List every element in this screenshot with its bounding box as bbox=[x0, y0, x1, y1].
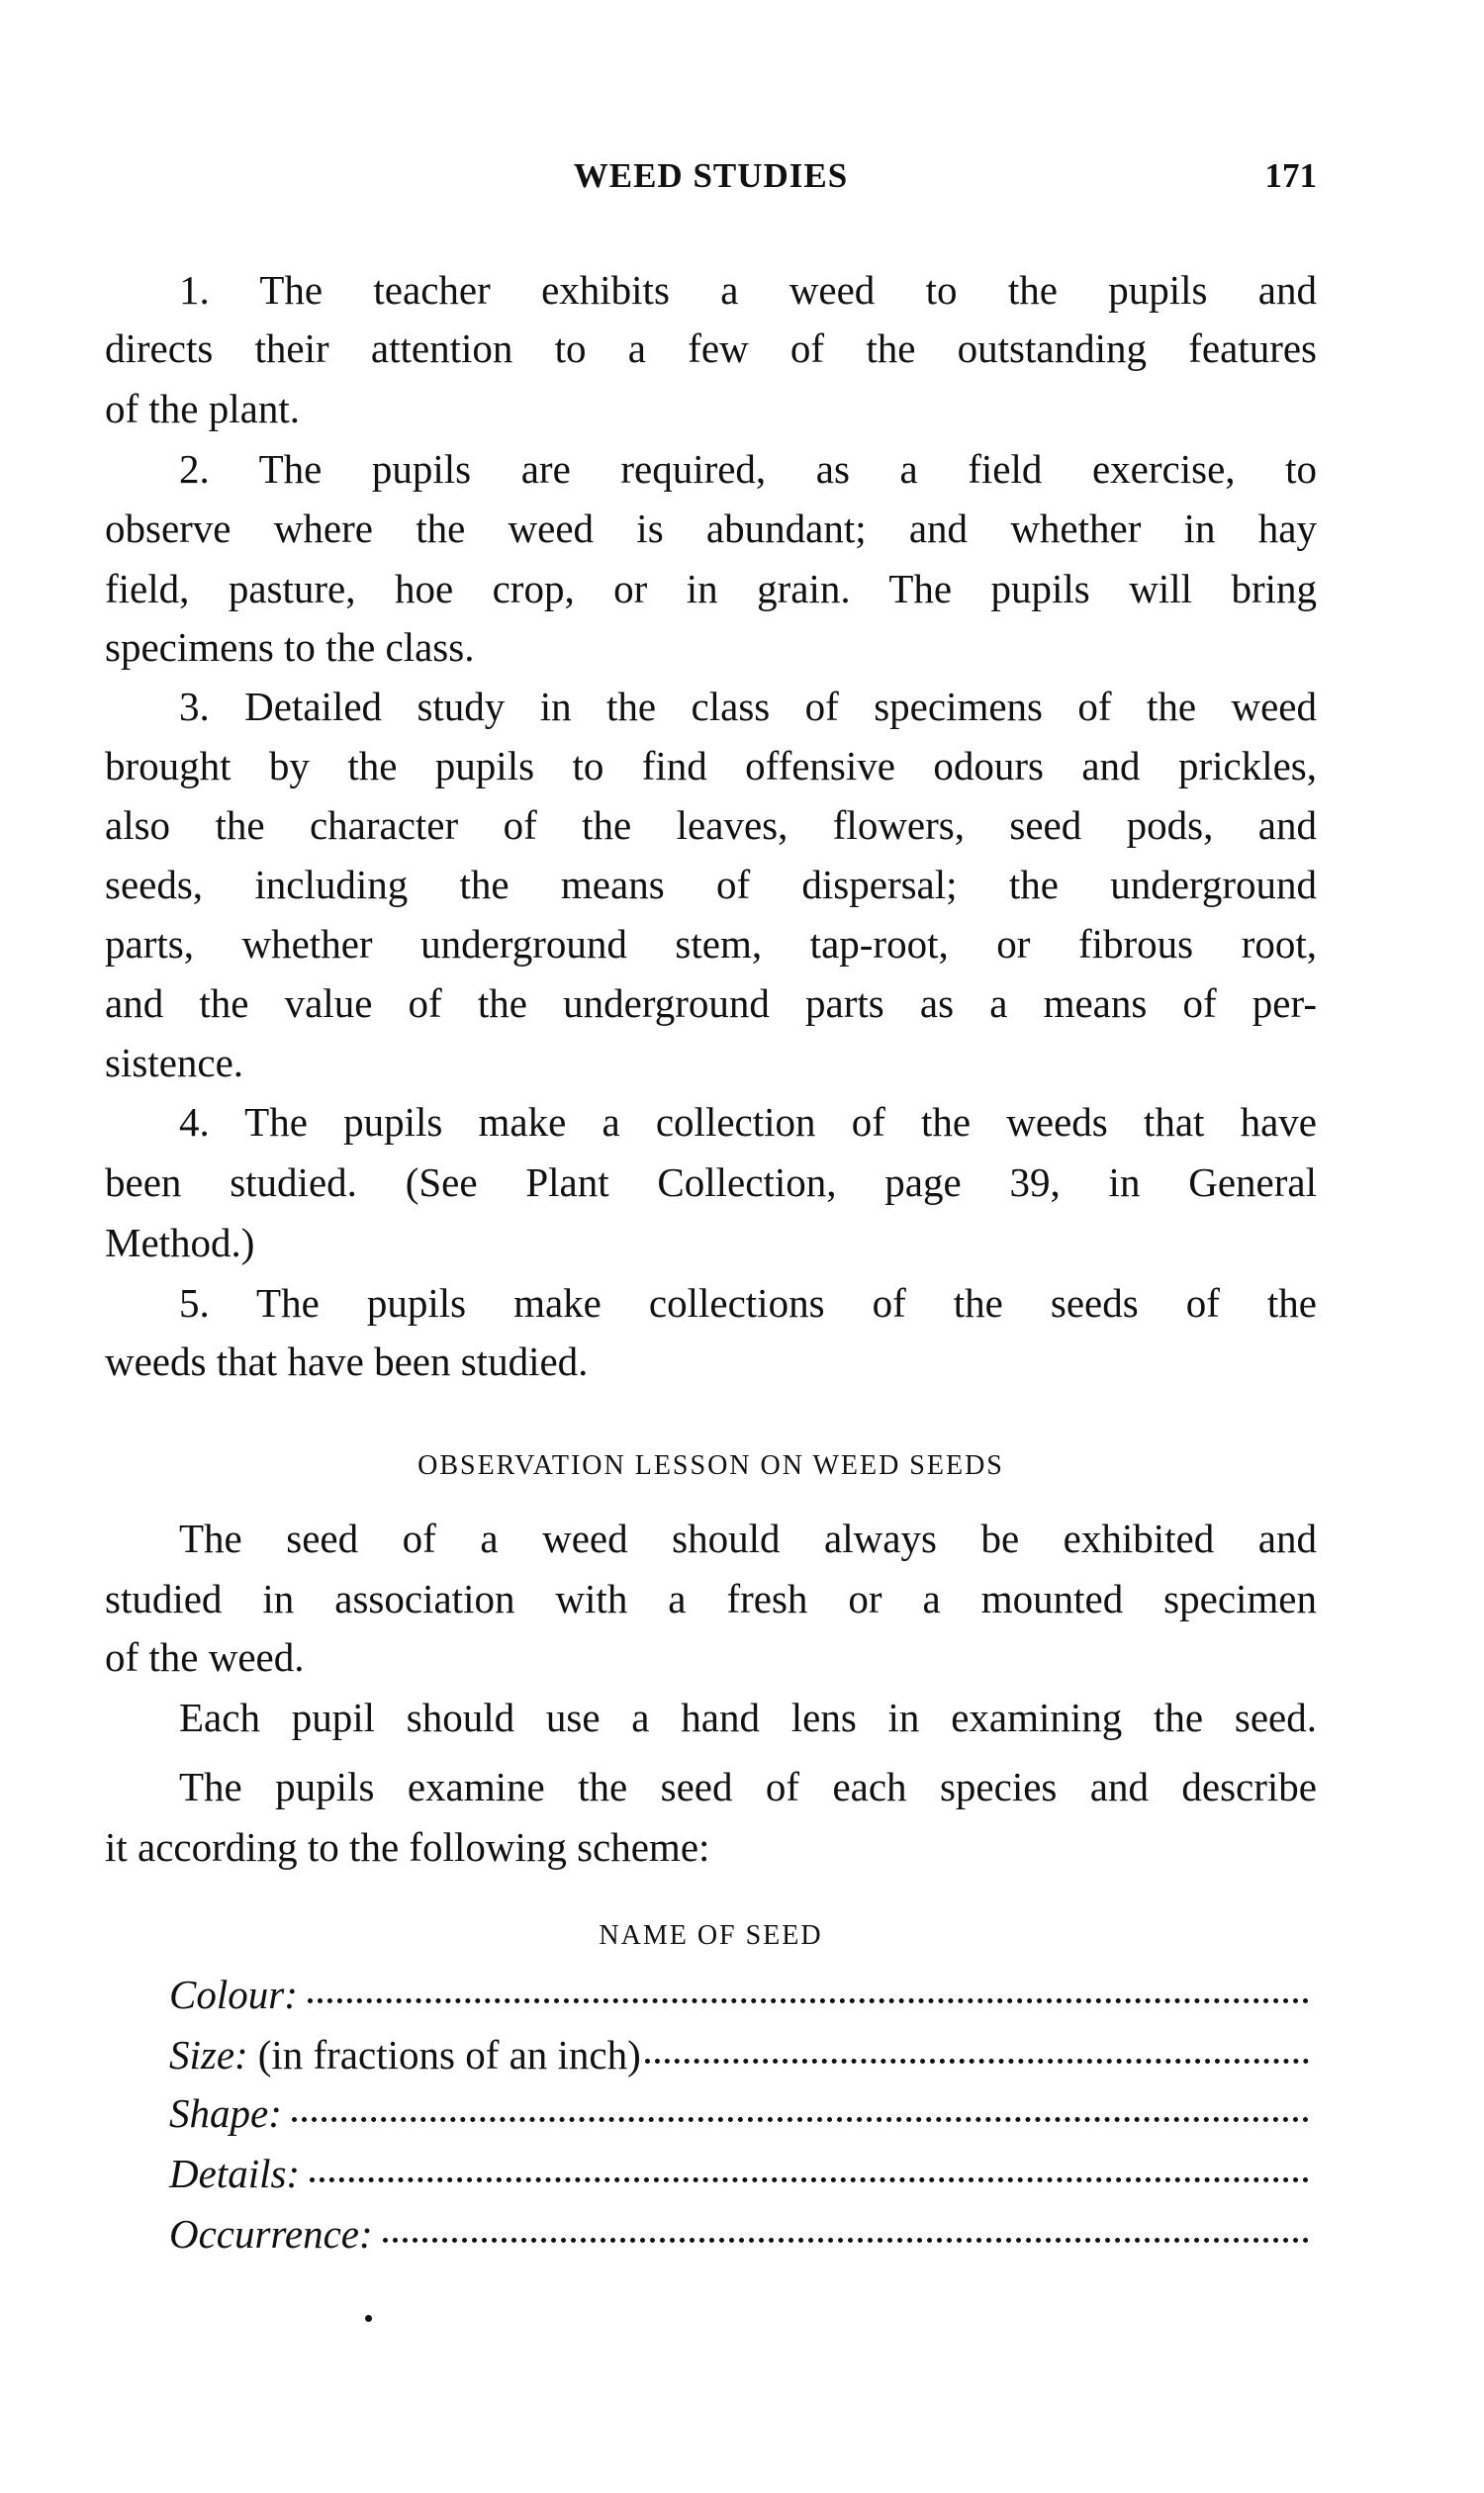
field-label: Occurrence: bbox=[169, 2211, 373, 2257]
dotted-leader bbox=[292, 2083, 1309, 2122]
text-line: and the value of the underground parts as a means of per- bbox=[105, 980, 1317, 1026]
field-label: Shape: bbox=[169, 2090, 282, 2136]
page-number: 171 bbox=[1264, 156, 1317, 195]
dotted-leader bbox=[308, 1965, 1309, 2003]
text-line: parts, whether underground stem, tap-root, or fibrous root, bbox=[105, 921, 1317, 967]
text-line: of the plant. bbox=[105, 386, 300, 431]
stray-ink-dot bbox=[365, 2315, 372, 2322]
form-row bbox=[169, 2025, 1309, 2084]
field-note: (in fractions of an inch) bbox=[257, 2032, 641, 2078]
form-row bbox=[169, 2083, 1309, 2143]
form-title: NAME OF SEED bbox=[599, 1920, 823, 1951]
text-line: studied in association with a fresh or a mounted specimen bbox=[105, 1576, 1317, 1621]
text-line: sistence. bbox=[105, 1040, 244, 1085]
dotted-leader bbox=[383, 2204, 1309, 2243]
text-line: 5. The pupils make collections of the seeds of the bbox=[179, 1280, 1317, 1326]
text-line: observe where the weed is abundant; and whether in hay bbox=[105, 506, 1317, 551]
text-line: directs their attention to a few of the outstanding features bbox=[105, 325, 1317, 371]
form-row bbox=[169, 2204, 1309, 2263]
text-line: 4. The pupils make a collection of the weeds that have bbox=[179, 1099, 1317, 1145]
text-line: of the weed. bbox=[105, 1634, 305, 1680]
running-title: WEED STUDIES bbox=[573, 156, 849, 195]
text-line: also the character of the leaves, flowers, seed pods, and bbox=[105, 802, 1317, 848]
text-line: been studied. (See Plant Collection, page 39, in General bbox=[105, 1159, 1317, 1205]
field-label: Details: bbox=[169, 2151, 301, 2196]
text-line: brought by the pupils to find offensive odours and prickles, bbox=[105, 743, 1317, 788]
text-line: seeds, including the means of dispersal; the underground bbox=[105, 862, 1317, 907]
text-line: 1. The teacher exhibits a weed to the pupils and bbox=[179, 267, 1317, 313]
text-line: 2. The pupils are required, as a field exercise, to bbox=[179, 446, 1317, 492]
field-label: Size: bbox=[169, 2032, 248, 2078]
text-line: field, pasture, hoe crop, or in grain. The pupils will bring bbox=[105, 566, 1317, 611]
text-line: The pupils examine the seed of each species and describe bbox=[179, 1764, 1317, 1809]
running-header bbox=[105, 156, 1317, 206]
text-line: The seed of a weed should always be exhibited and bbox=[179, 1516, 1317, 1561]
text-line: Method.) bbox=[105, 1220, 255, 1265]
text-line: 3. Detailed study in the class of specimens of the weed bbox=[179, 684, 1317, 729]
field-label: Colour: bbox=[169, 1972, 298, 2017]
text-line: specimens to the class. bbox=[105, 624, 475, 670]
dotted-leader bbox=[310, 2144, 1309, 2182]
form-row bbox=[169, 1965, 1309, 2024]
text-line: Each pupil should use a hand lens in examining the seed. bbox=[179, 1695, 1317, 1740]
dotted-leader bbox=[645, 2025, 1309, 2064]
text-line: weeds that have been studied. bbox=[105, 1339, 589, 1384]
section-heading: OBSERVATION LESSON ON WEED SEEDS bbox=[417, 1450, 1004, 1481]
form-row bbox=[169, 2144, 1309, 2203]
text-line: it according to the following scheme: bbox=[105, 1824, 710, 1870]
